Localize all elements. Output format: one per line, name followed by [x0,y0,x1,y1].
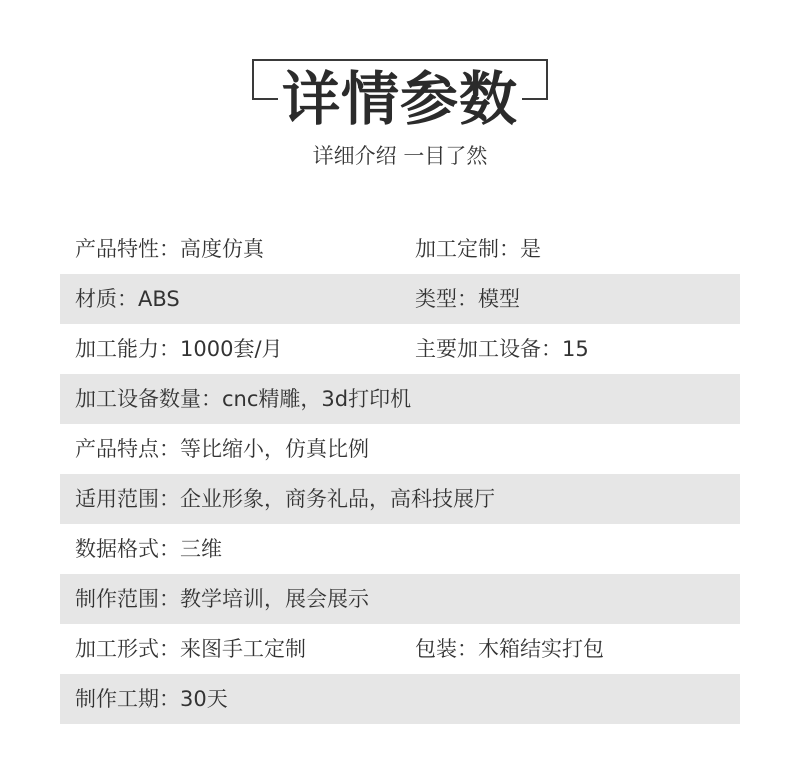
param-row [60,324,740,374]
param-cell-left: 加工能力：1000套/月 [75,337,283,361]
param-row [60,674,740,724]
params-table [60,224,740,724]
page-subtitle: 详细介绍 一目了然 [312,144,488,168]
param-row [60,424,740,474]
param-cell-left: 制作工期：30天 [75,687,228,711]
header [0,0,800,200]
param-cell-left: 产品特点：等比缩小，仿真比例 [75,437,369,461]
param-cell-right: 主要加工设备：15 [415,337,589,361]
param-row [60,374,740,424]
param-row [60,524,740,574]
param-cell-left: 加工形式：来图手工定制 [75,637,306,661]
param-cell-left: 加工设备数量：cnc精雕，3d打印机 [75,387,412,411]
param-cell-left: 材质：ABS [75,287,180,311]
param-cell-right: 包装：木箱结实打包 [415,637,604,661]
param-row [60,624,740,674]
param-row [60,224,740,274]
page-title: 详情参数 [281,65,518,133]
title-frame-top-line [252,59,548,61]
param-row [60,274,740,324]
param-cell-right: 类型：模型 [415,287,520,311]
param-cell-left: 制作范围：教学培训，展会展示 [75,587,369,611]
param-cell-left: 适用范围：企业形象，商务礼品，高科技展厅 [75,487,495,511]
param-row [60,574,740,624]
param-cell-right: 加工定制：是 [415,237,541,261]
param-row [60,474,740,524]
param-cell-left: 产品特性：高度仿真 [75,237,264,261]
param-cell-left: 数据格式：三维 [75,537,222,561]
